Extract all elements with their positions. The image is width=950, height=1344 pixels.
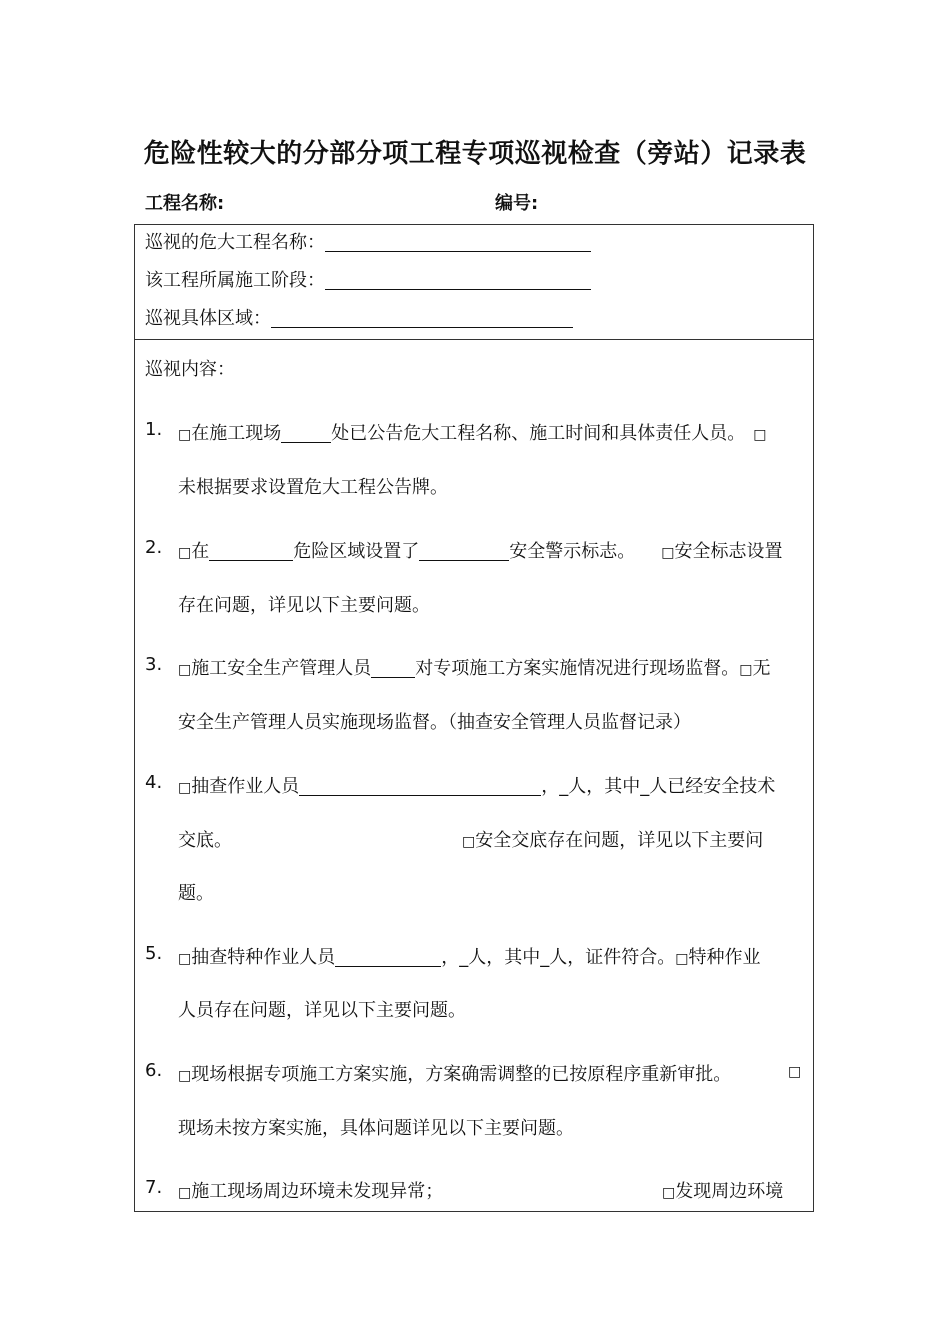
item-5-line-1 [178, 943, 760, 969]
item-1-line-1 [178, 419, 766, 445]
item-text: 施工安全生产管理人员 [191, 658, 372, 679]
inspected-project-label: 巡视的危大工程名称： [145, 232, 325, 253]
item-text: 无 [752, 658, 771, 679]
stage-field [145, 266, 591, 292]
area-label: 巡视具体区域： [145, 308, 271, 329]
item-number: 5. [145, 943, 163, 964]
blank[interactable] [299, 777, 541, 796]
inspected-project-field [145, 228, 591, 254]
checkbox[interactable]: □ [739, 662, 753, 678]
project-name-label: 工程名称: [145, 193, 225, 214]
checkbox[interactable]: □ [788, 1064, 802, 1080]
item-4-line-3: 题。 [178, 883, 214, 904]
item-number: 3. [145, 654, 163, 675]
item-text: 抽查作业人员 [191, 776, 300, 797]
item-text: 施工现场周边环境未发现异常； [191, 1181, 444, 1202]
item-text: ，_人，其中_人已经安全技术 [541, 776, 776, 797]
item-2-line-1 [178, 537, 782, 563]
item-text: 发现周边环境 [675, 1181, 784, 1202]
inspected-project-blank[interactable] [325, 233, 591, 252]
item-7-line-1b [662, 1177, 783, 1203]
item-text: 安全警示标志。 [509, 541, 636, 562]
item-3-line-2: 安全生产管理人员实施现场监督。（抽查安全管理人员监督记录） [178, 712, 691, 733]
item-6-line-1 [178, 1060, 731, 1086]
item-text: 对专项施工方案实施情况进行现场监督。 [415, 658, 740, 679]
item-text: 处已公告危大工程名称、施工时间和具体责任人员。 [331, 423, 746, 444]
item-text: 在施工现场 [191, 423, 282, 444]
checkbox[interactable]: □ [462, 834, 476, 850]
item-text: 在 [191, 541, 210, 562]
checkbox[interactable]: □ [661, 545, 675, 561]
item-text: 现场根据专项施工方案实施，方案确需调整的已按原程序重新审批。 [191, 1064, 732, 1085]
content-label: 巡视内容： [145, 359, 235, 380]
item-text: ，_人，其中_人，证件符合。 [441, 947, 676, 968]
item-number: 1. [145, 419, 163, 440]
item-number: 6. [145, 1060, 163, 1081]
item-6-line-2: 现场未按方案实施，具体问题详见以下主要问题。 [178, 1118, 574, 1139]
blank[interactable] [371, 659, 415, 678]
item-5-line-2: 人员存在问题，详见以下主要问题。 [178, 1000, 466, 1021]
checkbox[interactable]: □ [178, 1185, 192, 1201]
area-field [145, 304, 573, 330]
item-4-line-1 [178, 772, 775, 798]
checkbox[interactable]: □ [753, 427, 767, 443]
item-7-line-1 [178, 1177, 443, 1203]
item-4-line-2a: 交底。 [178, 830, 232, 851]
checkbox[interactable]: □ [675, 951, 689, 967]
checkbox[interactable]: □ [178, 662, 192, 678]
checkbox[interactable]: □ [178, 545, 192, 561]
checkbox[interactable]: □ [178, 427, 192, 443]
checkbox[interactable]: □ [178, 951, 192, 967]
item-2-line-2: 存在问题，详见以下主要问题。 [178, 595, 430, 616]
blank[interactable] [419, 542, 509, 561]
blank[interactable] [209, 542, 293, 561]
item-text: 危险区域设置了 [293, 541, 420, 562]
blank[interactable] [335, 948, 441, 967]
item-number: 4. [145, 772, 163, 793]
stage-blank[interactable] [325, 271, 591, 290]
item-text: 安全标志设置 [674, 541, 783, 562]
checkbox[interactable]: □ [662, 1185, 676, 1201]
row-divider [134, 339, 814, 340]
page-title: 危险性较大的分部分项工程专项巡视检查（旁站）记录表 [143, 139, 807, 169]
item-text: 安全交底存在问题，详见以下主要问 [475, 830, 764, 851]
blank[interactable] [281, 424, 331, 443]
checkbox[interactable]: □ [178, 780, 192, 796]
number-label: 编号: [495, 193, 539, 214]
item-3-line-1 [178, 654, 770, 680]
checkbox[interactable]: □ [178, 1068, 192, 1084]
item-text: 特种作业 [688, 947, 761, 968]
area-blank[interactable] [271, 309, 573, 328]
item-number: 2. [145, 537, 163, 558]
item-4-line-2b [462, 826, 763, 852]
stage-label: 该工程所属施工阶段： [145, 270, 325, 291]
item-6-checkbox-2 [788, 1060, 801, 1081]
item-number: 7. [145, 1177, 163, 1198]
item-1-line-2: 未根据要求设置危大工程公告牌。 [178, 477, 448, 498]
item-text: 抽查特种作业人员 [191, 947, 336, 968]
